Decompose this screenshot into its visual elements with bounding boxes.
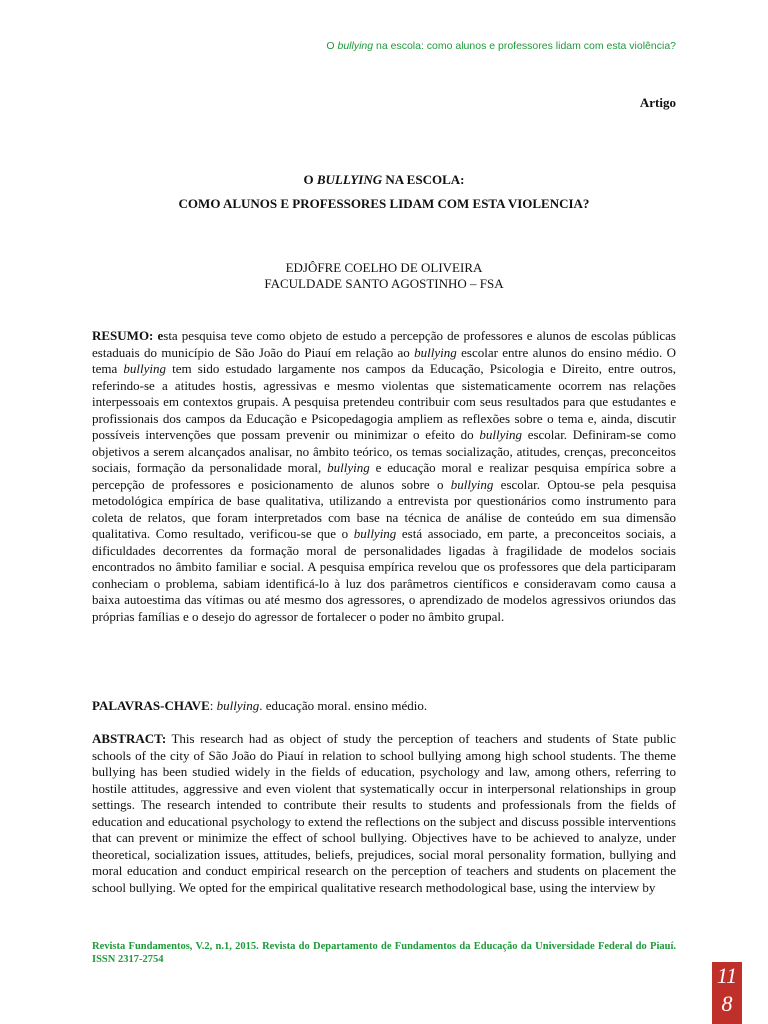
section-label: Artigo xyxy=(639,95,676,110)
running-header: O bullying na escola: como alunos e professores lidam com esta violência? xyxy=(326,40,676,52)
running-header-italic: bullying xyxy=(337,40,374,52)
abstract-paragraph: ABSTRACT: This research had as object of study the perception of teachers and students of State public schools of the city of São João do Piauí in relation to school bullying among high school students. The theme bullying has been studied widely in the fields of education, psychology and law, among others, referring to hostile attitudes, aggressive and even violent that systematically occur in interpersonal relationships in group settings. The research intended to contribute their results to students and professionals from the fields of education and educational psychology to extend the reflections on the subject and discuss possible interventions that can prevent or minimize the effect of school bullying. Objectives have to be achieved to analyze, under theoretical, socialization issues, attitudes, beliefs, prejudices, social moral personality formation, bullying and moral education and conduct empirical research on the perception of teachers and students on placement the school bullying. We opted for the empirical qualitative research methodological base, using the interview by xyxy=(92,731,676,895)
title-line-2: COMO ALUNOS E PROFESSORES LIDAM COM ESTA VIOLENCIA? xyxy=(178,196,590,211)
author-name: EDJÔFRE COELHO DE OLIVEIRA xyxy=(285,260,483,275)
resumo-paragraph: RESUMO: esta pesquisa teve como objeto de estudo a percepção de professores e alunos de escolas públicas estaduais do município de São João do Piauí em relação ao bullying escolar entre alunos do ensino médio. O tema bullying tem sido estudado largamente nos campos da Educação, Psicologia e Direito, entre outros, referindo-se a atitudes hostis, agressivas e mesmo violentas que sistematicamente ocorrem nas relações interpessoais em contextos grupais. A pesquisa pretendeu contribuir com seus resultados para que estudantes e profissionais dos campos da Educação e Psicopedagogia ampliem as reflexões sobre o tema e, ainda, discutir possíveis intervenções que possam prevenir ou minimizar o efeito do bullying escolar. Definiram-se como objetivos a serem alcançados analisar, no âmbito teórico, os temas socialização, atitudes, crenças, preconceitos sociais, formação da personalidade moral, bullying e educação moral e realizar pesquisa empírica sobre a percepção de professores e posicionamento de alunos sobre o bullying escolar. Optou-se pela pesquisa metodológica empírica de base qualitativa, utilizando a entrevista por questionários como instrumento para coleta de relatos, que foram interpretados com base na técnica de análise de conteúdo em sua dimensão qualitativa. Como resultado, verificou-se que o bullying está associado, em parte, a preconceitos sociais, a dificuldades decorrentes da formação moral de personalidades ligadas à fragilidade de modelos sociais encontrados no âmbito familiar e social. A pesquisa empírica revelou que os professores que dela participaram conheciam o problema, sabiam identificá-lo à luz dos parâmetros científicos e consideravam como causa a baixa autoestima das vítimas ou até mesmo dos agressores, o aprendizado de modelos agressivos oriundos das próprias famílias e o desejo do agressor de fortalecer o poder no âmbito grupal. xyxy=(92,328,677,624)
author-institution: FACULDADE SANTO AGOSTINHO – FSA xyxy=(264,276,504,291)
title-line-1: O BULLYING NA ESCOLA: xyxy=(303,172,465,187)
abstract-label: ABSTRACT: xyxy=(92,731,167,746)
journal-footer: Revista Fundamentos, V.2, n.1, 2015. Revista do Departamento de Fundamentos da Educação da Universidade Federal do Piauí. ISSN 2317-2754 xyxy=(92,941,676,965)
page-number-line-1: 11 xyxy=(716,963,738,988)
article-title xyxy=(92,168,676,216)
keywords-line: PALAVRAS-CHAVE: bullying. educação moral. ensino médio. xyxy=(92,698,428,713)
keywords-label: PALAVRAS-CHAVE xyxy=(92,698,210,713)
page-number-box xyxy=(712,962,742,1024)
page-number-line-2: 8 xyxy=(721,991,733,1016)
author-block xyxy=(92,260,676,292)
resumo-label: RESUMO: e xyxy=(92,328,164,343)
